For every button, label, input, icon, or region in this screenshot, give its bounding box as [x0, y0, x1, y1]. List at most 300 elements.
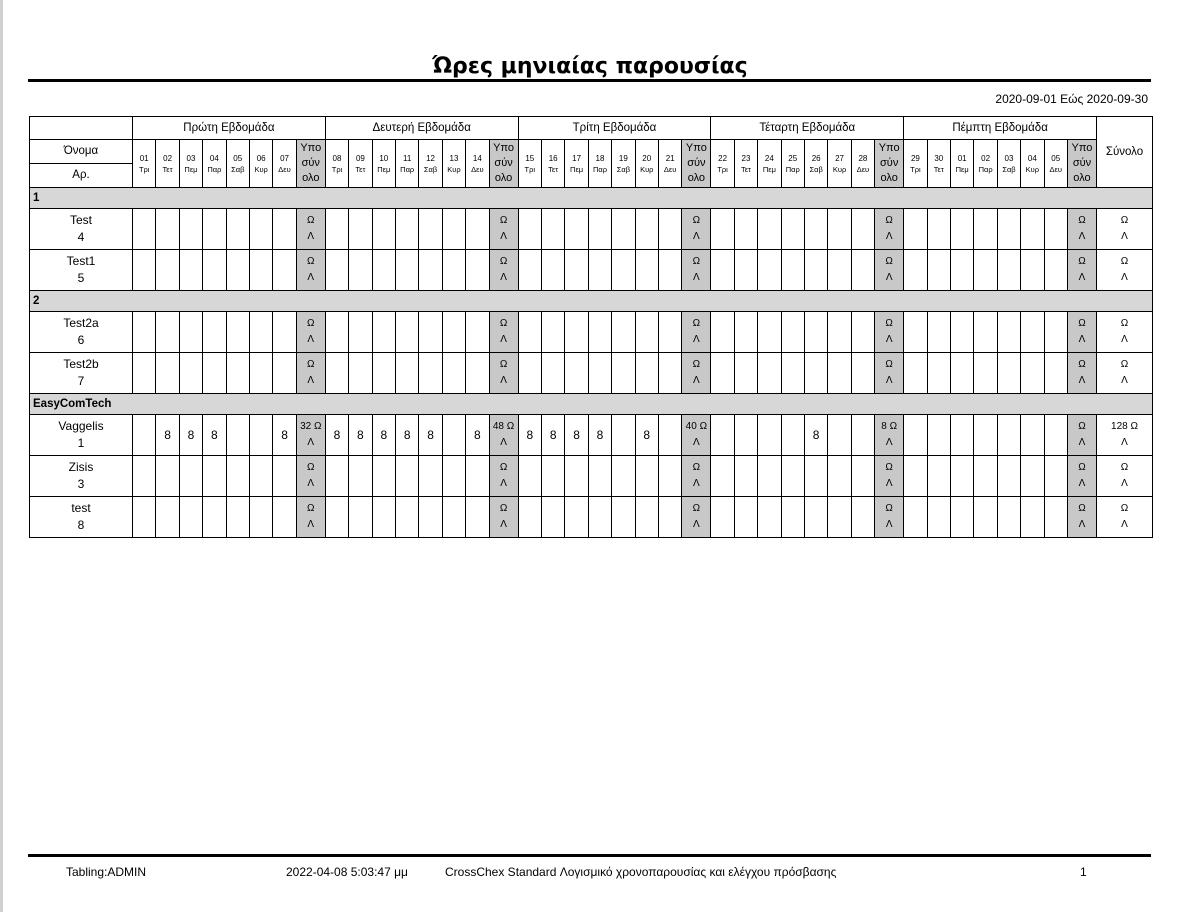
day-hours-cell [734, 312, 757, 353]
day-number: 27 [835, 153, 844, 163]
employee-row [30, 353, 1153, 394]
day-hours-cell [226, 209, 249, 250]
day-hours-cell [851, 497, 874, 538]
day-hours-cell [951, 250, 974, 291]
day-hours-cell [349, 250, 372, 291]
day-hours-cell [612, 415, 635, 456]
day-hours-cell [734, 250, 757, 291]
employee-number: 1 [77, 436, 85, 450]
day-hours-cell [588, 456, 611, 497]
day-weekday: Τρι [138, 164, 150, 174]
day-header [828, 140, 851, 188]
day-hours-cell [951, 209, 974, 250]
day-hours-cell [804, 250, 827, 291]
day-number: 11 [403, 153, 412, 163]
employee-name: Vaggelis [58, 419, 104, 433]
subtotal-cell [296, 250, 325, 291]
subtotal-hours: 32 [300, 421, 312, 432]
day-hours-cell [419, 250, 442, 291]
day-hours-cell [658, 497, 681, 538]
hours-unit: Ω [307, 256, 315, 267]
day-hours-cell [1021, 250, 1044, 291]
day-number: 20 [642, 153, 652, 163]
day-hours-cell [804, 497, 827, 538]
day-header [518, 140, 541, 188]
minutes-unit: Λ [1121, 519, 1128, 530]
employee-name: test [71, 501, 91, 515]
day-header [442, 140, 465, 188]
day-weekday: Τετ [548, 164, 559, 174]
day-hours-cell [612, 456, 635, 497]
subtotal-cell [296, 415, 325, 456]
day-hours-cell [273, 456, 296, 497]
day-hours-cell: 8 [349, 415, 372, 456]
hours-unit: Ω [889, 421, 898, 432]
hours-unit: Ω [313, 421, 322, 432]
day-hours-cell [612, 353, 635, 394]
day-hours-cell [1044, 209, 1067, 250]
subtotal-header-line: Υπο [1071, 142, 1093, 154]
day-hours-cell: 8 [466, 415, 489, 456]
day-hours-cell [442, 415, 465, 456]
day-hours-cell [974, 312, 997, 353]
day-hours-cell [226, 312, 249, 353]
day-hours-cell [904, 250, 927, 291]
page-left-edge [0, 0, 3, 912]
day-hours-cell [1044, 415, 1067, 456]
subtotal-cell [682, 209, 711, 250]
minutes-unit: Λ [1121, 334, 1128, 345]
day-hours-cell [851, 456, 874, 497]
day-hours-cell [711, 250, 734, 291]
hours-unit: Ω [1120, 462, 1129, 473]
day-hours-cell [711, 415, 734, 456]
day-header [997, 140, 1020, 188]
day-header [658, 140, 681, 188]
footer-printed: 2022-04-08 5:03:47 μμ [286, 865, 408, 879]
day-hours-cell [133, 353, 156, 394]
day-hours-cell [518, 497, 541, 538]
day-number: 15 [525, 153, 535, 163]
day-hours-cell [372, 456, 395, 497]
hours-unit: Ω [499, 359, 508, 370]
day-hours-cell [325, 497, 348, 538]
day-hours-cell [904, 415, 927, 456]
day-hours-cell [466, 353, 489, 394]
day-hours-cell [927, 312, 950, 353]
day-header [203, 140, 226, 188]
hours-unit: Ω [1078, 421, 1086, 432]
minutes-unit: Λ [693, 519, 700, 530]
day-hours-cell [395, 250, 418, 291]
attendance-table [29, 116, 1153, 538]
subtotal-hours: 40 [685, 421, 697, 432]
day-hours-cell [758, 250, 781, 291]
day-hours-cell: 8 [635, 415, 658, 456]
day-header [419, 140, 442, 188]
subtotal-cell [1067, 209, 1096, 250]
employee-number: 7 [77, 374, 85, 388]
subtotal-header-line: σύν [880, 157, 899, 169]
day-hours-cell [133, 250, 156, 291]
hours-unit: Ω [699, 421, 708, 432]
day-number: 05 [1051, 153, 1061, 163]
day-hours-cell [542, 209, 565, 250]
day-hours-cell [758, 497, 781, 538]
day-number: 18 [595, 153, 605, 163]
day-weekday: Κυρ [254, 164, 268, 174]
total-header: Σύνολο [1097, 117, 1153, 188]
day-hours-cell [588, 497, 611, 538]
day-number: 06 [256, 153, 266, 163]
employee-row [30, 497, 1153, 538]
day-hours-cell [565, 312, 588, 353]
minutes-unit: Λ [885, 272, 893, 283]
day-hours-cell [395, 456, 418, 497]
employee-row [30, 456, 1153, 497]
employee-number: 6 [77, 333, 85, 347]
employee-cell [30, 456, 133, 497]
minutes-unit: Λ [693, 437, 700, 448]
minutes-unit: Λ [500, 375, 507, 386]
day-number: 26 [811, 153, 821, 163]
day-header [349, 140, 372, 188]
subtotal-header [296, 140, 325, 188]
day-hours-cell [997, 456, 1020, 497]
day-hours-cell [133, 312, 156, 353]
day-hours-cell: 8 [419, 415, 442, 456]
day-hours-cell [828, 353, 851, 394]
day-hours-cell [565, 497, 588, 538]
day-hours-cell [828, 497, 851, 538]
subtotal-cell [682, 250, 711, 291]
day-hours-cell [612, 312, 635, 353]
day-hours-cell [419, 497, 442, 538]
day-hours-cell [927, 456, 950, 497]
day-hours-cell [951, 456, 974, 497]
hours-unit: Ω [885, 215, 893, 226]
employee-row [30, 209, 1153, 250]
day-hours-cell: 8 [273, 415, 296, 456]
total-cell [1097, 353, 1153, 394]
group-row: 2 [30, 291, 1153, 312]
day-hours-cell [781, 497, 804, 538]
day-number: 22 [718, 153, 728, 163]
day-hours-cell [249, 415, 272, 456]
day-number: 17 [572, 153, 582, 163]
day-hours-cell [372, 209, 395, 250]
minutes-unit: Λ [1121, 375, 1128, 386]
day-hours-cell [851, 250, 874, 291]
subtotal-cell [1067, 415, 1096, 456]
minutes-unit: Λ [885, 519, 893, 530]
minutes-unit: Λ [1078, 437, 1086, 448]
day-hours-cell [927, 353, 950, 394]
minutes-unit: Λ [500, 231, 507, 242]
day-number: 04 [1027, 153, 1037, 163]
day-hours-cell [951, 497, 974, 538]
subtotal-header-line: Υπο [878, 142, 900, 154]
day-hours-cell [635, 312, 658, 353]
total-hours: 128 [1111, 421, 1128, 432]
date-range: 2020-09-01 Εώς 2020-09-30 [995, 92, 1148, 106]
day-hours-cell [588, 250, 611, 291]
day-hours-cell: 8 [565, 415, 588, 456]
subtotal-header-line: Υπο [300, 142, 322, 154]
day-hours-cell [612, 250, 635, 291]
minutes-unit: Λ [885, 437, 893, 448]
day-weekday: Τετ [162, 164, 173, 174]
hours-unit: Ω [499, 503, 508, 514]
day-number: 04 [209, 153, 219, 163]
day-weekday: Κυρ [832, 164, 847, 174]
day-header [635, 140, 658, 188]
day-hours-cell [133, 209, 156, 250]
minutes-unit: Λ [500, 519, 507, 530]
group-row: 1 [30, 188, 1153, 209]
day-hours-cell [249, 209, 272, 250]
subtotal-cell [296, 209, 325, 250]
day-hours-cell [828, 312, 851, 353]
total-cell [1097, 312, 1153, 353]
day-hours-cell [203, 497, 226, 538]
day-hours-cell [927, 415, 950, 456]
footer-user: Tabling:ADMIN [66, 865, 147, 879]
day-hours-cell [804, 209, 827, 250]
day-hours-cell [851, 312, 874, 353]
employee-row [30, 312, 1153, 353]
day-hours-cell [658, 312, 681, 353]
day-hours-cell [974, 209, 997, 250]
day-hours-cell [904, 456, 927, 497]
employee-number: 3 [77, 477, 85, 491]
day-hours-cell [419, 209, 442, 250]
footer-page-number: 1 [1080, 865, 1087, 879]
minutes-unit: Λ [307, 231, 315, 242]
subtotal-header-line: Υπο [493, 142, 515, 154]
subtotal-cell [1067, 312, 1096, 353]
employee-name: Zisis [68, 460, 94, 474]
hours-unit: Ω [307, 462, 315, 473]
day-weekday: Δευ [471, 164, 484, 174]
day-hours-cell [588, 312, 611, 353]
day-hours-cell [758, 415, 781, 456]
day-hours-cell [734, 415, 757, 456]
hours-unit: Ω [1078, 503, 1086, 514]
day-hours-cell [612, 209, 635, 250]
subtotal-cell [1067, 250, 1096, 291]
day-weekday: Κυρ [1025, 164, 1040, 174]
subtotal-cell [875, 312, 904, 353]
day-weekday: Τρι [910, 164, 921, 174]
day-header [758, 140, 781, 188]
minutes-unit: Λ [1078, 519, 1086, 530]
day-hours-cell [249, 312, 272, 353]
day-weekday: Σαβ [809, 164, 823, 174]
hours-unit: Ω [307, 359, 315, 370]
day-hours-cell [612, 497, 635, 538]
employee-number: 8 [77, 518, 85, 532]
hours-unit: Ω [499, 318, 508, 329]
hours-unit: Ω [885, 318, 893, 329]
day-hours-cell [395, 353, 418, 394]
day-number: 08 [332, 153, 342, 163]
day-hours-cell [828, 415, 851, 456]
day-number: 23 [741, 153, 751, 163]
day-hours-cell [372, 497, 395, 538]
subtotal-cell [296, 312, 325, 353]
day-number: 14 [472, 153, 482, 163]
day-hours-cell [156, 456, 179, 497]
minutes-unit: Λ [307, 334, 315, 345]
subtotal-header [682, 140, 711, 188]
day-hours-cell [1021, 312, 1044, 353]
day-hours-cell [565, 353, 588, 394]
day-hours-cell [565, 456, 588, 497]
report-title: Ώρες μηνιαίας παρουσίας [432, 54, 748, 79]
minutes-unit: Λ [500, 437, 507, 448]
day-hours-cell [781, 209, 804, 250]
day-number: 24 [764, 153, 774, 163]
day-hours-cell [349, 456, 372, 497]
hours-unit: Ω [692, 462, 701, 473]
day-hours-cell [565, 209, 588, 250]
hours-unit: Ω [1130, 421, 1138, 432]
day-hours-cell [951, 353, 974, 394]
day-hours-cell [349, 209, 372, 250]
day-hours-cell [1021, 415, 1044, 456]
day-number: 13 [449, 153, 459, 163]
day-hours-cell [203, 353, 226, 394]
day-header [711, 140, 734, 188]
day-hours-cell [226, 497, 249, 538]
day-hours-cell [542, 312, 565, 353]
hours-unit: Ω [885, 503, 893, 514]
day-hours-cell [635, 250, 658, 291]
subtotal-cell [682, 353, 711, 394]
day-weekday: Παρ [207, 164, 222, 174]
minutes-unit: Λ [307, 437, 315, 448]
minutes-unit: Λ [693, 231, 700, 242]
day-hours-cell [442, 250, 465, 291]
employee-number: 4 [77, 230, 85, 244]
subtotal-cell [489, 250, 518, 291]
day-hours-cell [635, 353, 658, 394]
minutes-unit: Λ [1121, 231, 1128, 242]
day-hours-cell [325, 353, 348, 394]
total-cell [1097, 209, 1153, 250]
hours-unit: Ω [1120, 256, 1129, 267]
day-hours-cell [974, 250, 997, 291]
day-number: 25 [788, 153, 798, 163]
day-number: 07 [280, 153, 289, 163]
day-weekday: Τετ [740, 164, 752, 174]
day-hours-cell [249, 353, 272, 394]
minutes-unit: Λ [693, 272, 700, 283]
total-cell [1097, 250, 1153, 291]
day-hours-cell [466, 250, 489, 291]
day-hours-cell [974, 415, 997, 456]
minutes-unit: Λ [693, 375, 700, 386]
day-hours-cell [419, 353, 442, 394]
day-hours-cell [179, 497, 202, 538]
day-weekday: Δευ [663, 164, 677, 174]
employee-name: Test [69, 213, 92, 227]
minutes-unit: Λ [1078, 375, 1086, 386]
day-hours-cell [658, 250, 681, 291]
employee-cell [30, 209, 133, 250]
day-hours-cell [203, 250, 226, 291]
subtotal-cell [875, 415, 904, 456]
subtotal-header [1067, 140, 1096, 188]
day-hours-cell [179, 353, 202, 394]
day-hours-cell [734, 209, 757, 250]
day-hours-cell [133, 415, 156, 456]
day-hours-cell [781, 456, 804, 497]
day-number: 29 [910, 153, 920, 163]
hours-unit: Ω [885, 462, 893, 473]
day-hours-cell [804, 312, 827, 353]
day-hours-cell [442, 456, 465, 497]
day-hours-cell [1044, 497, 1067, 538]
day-weekday: Δευ [856, 164, 870, 174]
subtotal-cell [296, 353, 325, 394]
day-header [395, 140, 418, 188]
day-weekday: Παρ [785, 164, 800, 174]
day-hours-cell [179, 209, 202, 250]
subtotal-hours: 48 [492, 421, 504, 432]
hours-unit: Ω [307, 503, 315, 514]
day-weekday: Πεμ [377, 164, 391, 174]
hours-unit: Ω [307, 318, 315, 329]
day-hours-cell [951, 415, 974, 456]
day-hours-cell [851, 353, 874, 394]
day-hours-cell [156, 250, 179, 291]
day-hours-cell [711, 497, 734, 538]
day-hours-cell [372, 353, 395, 394]
day-hours-cell [518, 250, 541, 291]
day-hours-cell [781, 312, 804, 353]
day-hours-cell: 8 [518, 415, 541, 456]
day-hours-cell [203, 312, 226, 353]
week-header: Δευτερή Εβδομάδα [325, 117, 518, 140]
subtotal-cell [682, 312, 711, 353]
day-hours-cell [588, 209, 611, 250]
hours-unit: Ω [1120, 359, 1129, 370]
day-hours-cell [927, 250, 950, 291]
day-hours-cell [249, 250, 272, 291]
minutes-unit: Λ [885, 478, 893, 489]
day-number: 02 [163, 153, 173, 163]
day-hours-cell [395, 497, 418, 538]
day-hours-cell [781, 415, 804, 456]
employee-row [30, 415, 1153, 456]
day-hours-cell [1021, 353, 1044, 394]
day-hours-cell [1044, 250, 1067, 291]
day-header [565, 140, 588, 188]
day-number: 01 [957, 153, 967, 163]
subtotal-header-line: ολο [687, 172, 706, 184]
subtotal-cell [875, 497, 904, 538]
day-hours-cell [133, 456, 156, 497]
hours-unit: Ω [1120, 318, 1129, 329]
day-hours-cell [273, 312, 296, 353]
day-hours-cell [974, 456, 997, 497]
day-hours-cell [904, 497, 927, 538]
day-hours-cell [466, 497, 489, 538]
hours-unit: Ω [499, 215, 508, 226]
day-hours-cell [781, 250, 804, 291]
